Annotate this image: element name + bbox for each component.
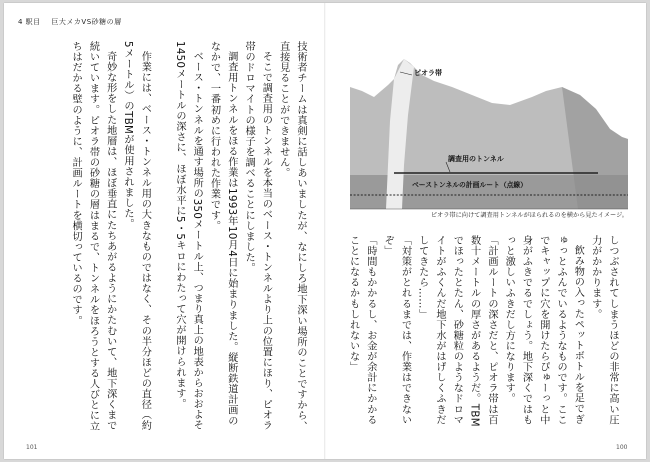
tunnel-cross-section-figure (342, 25, 630, 231)
base-tunnel-label: ベーストンネルの計画ルート（点線） (412, 181, 528, 189)
paragraph: 「時間もかかるし、お金が余計にかかることになるかもしれないな」 (347, 235, 376, 425)
figure-caption: ピオラ帯に向けて調査用トンネルがほられるのを横から見たイメージ。 (430, 212, 628, 219)
paragraph: 奇妙な形をした地層は、ほぼ垂直にたちあがるようにかたむいて、地下深くまで続いています。ピオラ帯の砂糖の層はまるで、トンネルをほろうとする人びとに立ちはだかる壁のように、計画ルートを横切っているのです。 (70, 41, 116, 432)
right-page-number: 100 (616, 444, 628, 451)
paragraph: 飲み物の入ったペットボトルを足でぎゅっとふんでいるようなものです。ここでキャップに穴を開けたらぴゅーっと中身がふきでるでしょう。地下深くではもっと激しいふきだし方になります。 (503, 235, 584, 425)
survey-tunnel-label: 調査用のトンネル (448, 155, 504, 163)
paragraph: そこで調査用のトンネルを本当のベース・トンネルより上の位置にほり、ピオラ帯のドロマイトの様子を調べることにしました。 (243, 41, 272, 431)
paragraph: 技術者チームは真剣に話しあいましたが、なにしろ地下深い場所のことですから、直接見ることができません。 (277, 41, 306, 432)
book-spread (4, 3, 646, 459)
chapter-label: 4 駅目 (18, 18, 41, 26)
paragraph: 「計画ルートの深さだと、ピオラ帯は百数十メートルの厚さがあるようだ。TBMでほったとたん、砂糖粒のようなドロマイトがふくんだ地下水がはげしくふきだしてきたら……」 (416, 235, 497, 427)
left-page-number: 101 (26, 444, 38, 451)
piora-label: ピオラ帯 (414, 69, 442, 77)
paragraph: 「対策がとれるまでは、作業はできないぞ」 (382, 235, 411, 425)
paragraph: しつぶされてしまうほどの非常に高い圧力がかかります。 (589, 235, 618, 425)
page-gutter (324, 3, 326, 459)
paragraph: 調査用トンネルをほる作業は1993年10月4日に始まりました。縦断鉄道計画のなかで、一番初めに行われた作業です。 (208, 41, 237, 427)
running-header (18, 17, 122, 27)
right-page-body (339, 235, 621, 435)
paragraph: 作業には、ベース・トンネル用の大きなものではなく、その半分ほどの直径（約5メートル）のTBMが使用されました。 (122, 41, 151, 431)
chapter-title: 巨大メカVS砂糖の層 (51, 18, 122, 26)
paragraph: ベース・トンネルを通す場所の350メートル上、つまり真上の地表からおおよそ1450メートルの深さに、ほぼ水平に5・5キロにわたって穴が開けられます。 (173, 41, 203, 431)
left-page-body (24, 41, 309, 433)
